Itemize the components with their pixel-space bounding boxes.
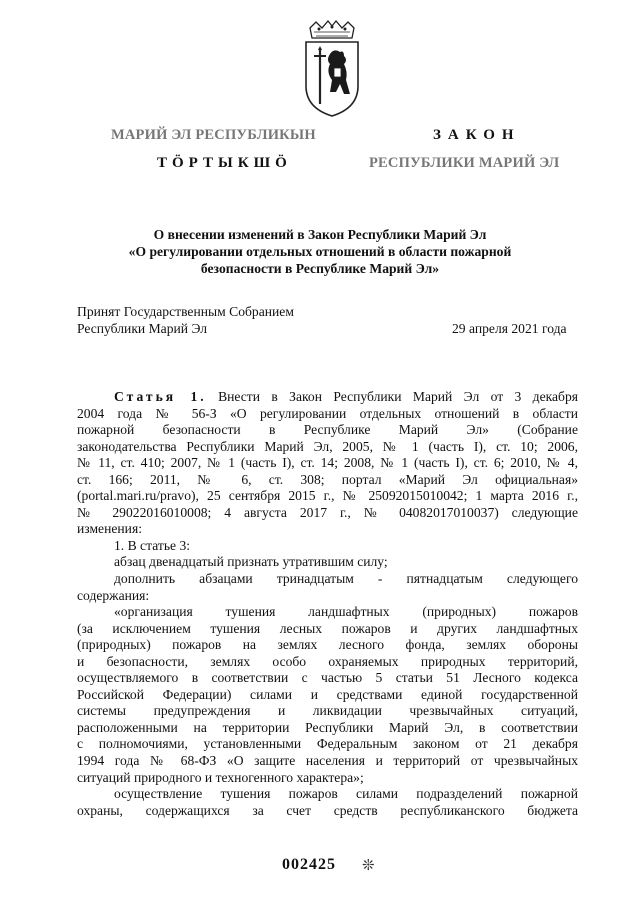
body-line: Российской Федерации) силами и средствами единой государственной bbox=[77, 686, 578, 702]
adoption-date: 29 апреля 2021 года bbox=[452, 321, 567, 336]
body-line: системы предупреждения и ликвидации чрезвычайных ситуаций, bbox=[77, 703, 578, 719]
body-line: изменения: bbox=[77, 521, 142, 537]
title-line: О внесении изменений в Закон Республики Марий Эл bbox=[153, 227, 487, 242]
body-line: и безопасности, землях особо охраняемых природных территорий, bbox=[77, 653, 578, 669]
body-line: (природных) пожаров на землях лесного фонда, землях обороны bbox=[77, 637, 578, 653]
body-line: «организация тушения ландшафтных (природных) пожаров bbox=[114, 604, 578, 620]
body-line: № 29022016010008; 4 августа 2017 г., № 04082017010037) следующие bbox=[77, 504, 578, 520]
adoption-line: Республики Марий Эл bbox=[77, 321, 208, 336]
body-line: (portal.mari.ru/pravo), 25 сентября 2015 г., № 25092015010042; 1 марта 2016 г., bbox=[77, 488, 578, 504]
body-line: осуществляемого в соответствии с частью 5 статьи 51 Лесного кодекса bbox=[77, 670, 578, 686]
body-line: ситуаций природного и техногенного характера»; bbox=[77, 769, 364, 785]
body-line: 2004 года № 56-З «О регулировании отдельных отношений в области bbox=[77, 405, 578, 421]
adoption-line: Принят Государственным Собранием bbox=[77, 304, 294, 319]
body-line: расположенными на территории Республики Марий Эл, в соответствии bbox=[77, 719, 578, 735]
body-line: 1994 года № 68-ФЗ «О защите населения и территорий от чрезвычайных bbox=[77, 753, 578, 769]
body-line: (за исключением тушения лесных пожаров и других ландшафтных bbox=[77, 620, 578, 636]
document-body bbox=[77, 389, 578, 819]
body-line: абзац двенадцатый признать утратившим силу; bbox=[114, 554, 388, 570]
body-line: с полномочиями, установленными Федеральным законом от 21 декабря bbox=[77, 736, 578, 752]
body-line: дополнить абзацами тринадцатым - пятнадцатым следующего bbox=[114, 571, 578, 587]
header-right-top: ЗАКОН bbox=[433, 127, 521, 143]
body-line: законодательства Республики Марий Эл, 2005, № 1 (часть I), ст. 10; 2006, bbox=[77, 438, 578, 454]
header-left-bottom: ТӦРТЫКШӦ bbox=[157, 155, 292, 171]
body-line: содержания: bbox=[77, 587, 150, 603]
body-line: охраны, содержащихся за счет средств республиканского бюджета bbox=[77, 802, 578, 818]
article-label: Статья 1. bbox=[114, 389, 207, 404]
title-line: безопасности в Республике Марий Эл» bbox=[200, 261, 440, 276]
body-line: осуществление тушения пожаров силами подразделений пожарной bbox=[114, 786, 578, 802]
document-title bbox=[60, 226, 580, 277]
body-line: № 11, ст. 410; 2007, № 1 (часть I), ст. 14; 2008, № 1 (часть I), ст. 6; 2010, № 4, bbox=[77, 455, 578, 471]
header-left-top: МАРИЙ ЭЛ РЕСПУБЛИКЫН bbox=[111, 127, 316, 143]
coat-of-arms-emblem bbox=[296, 20, 368, 120]
header-right-bottom: РЕСПУБЛИКИ МАРИЙ ЭЛ bbox=[369, 155, 560, 171]
title-line: «О регулировании отдельных отношений в области пожарной bbox=[128, 244, 512, 259]
ornament-mark: ❊ bbox=[362, 858, 375, 874]
body-line: Статья 1. Внести в Закон Республики Марий Эл от 3 декабря bbox=[114, 389, 579, 404]
body-line: ст. 166; 2011, № 6, ст. 308; портал «Марий Эл официальная» bbox=[77, 471, 578, 487]
serial-number: 002425 bbox=[282, 856, 336, 873]
body-line: 1. В статье 3: bbox=[114, 537, 191, 553]
body-line: пожарной безопасности в Республике Марий Эл» (Собрание bbox=[77, 422, 578, 438]
